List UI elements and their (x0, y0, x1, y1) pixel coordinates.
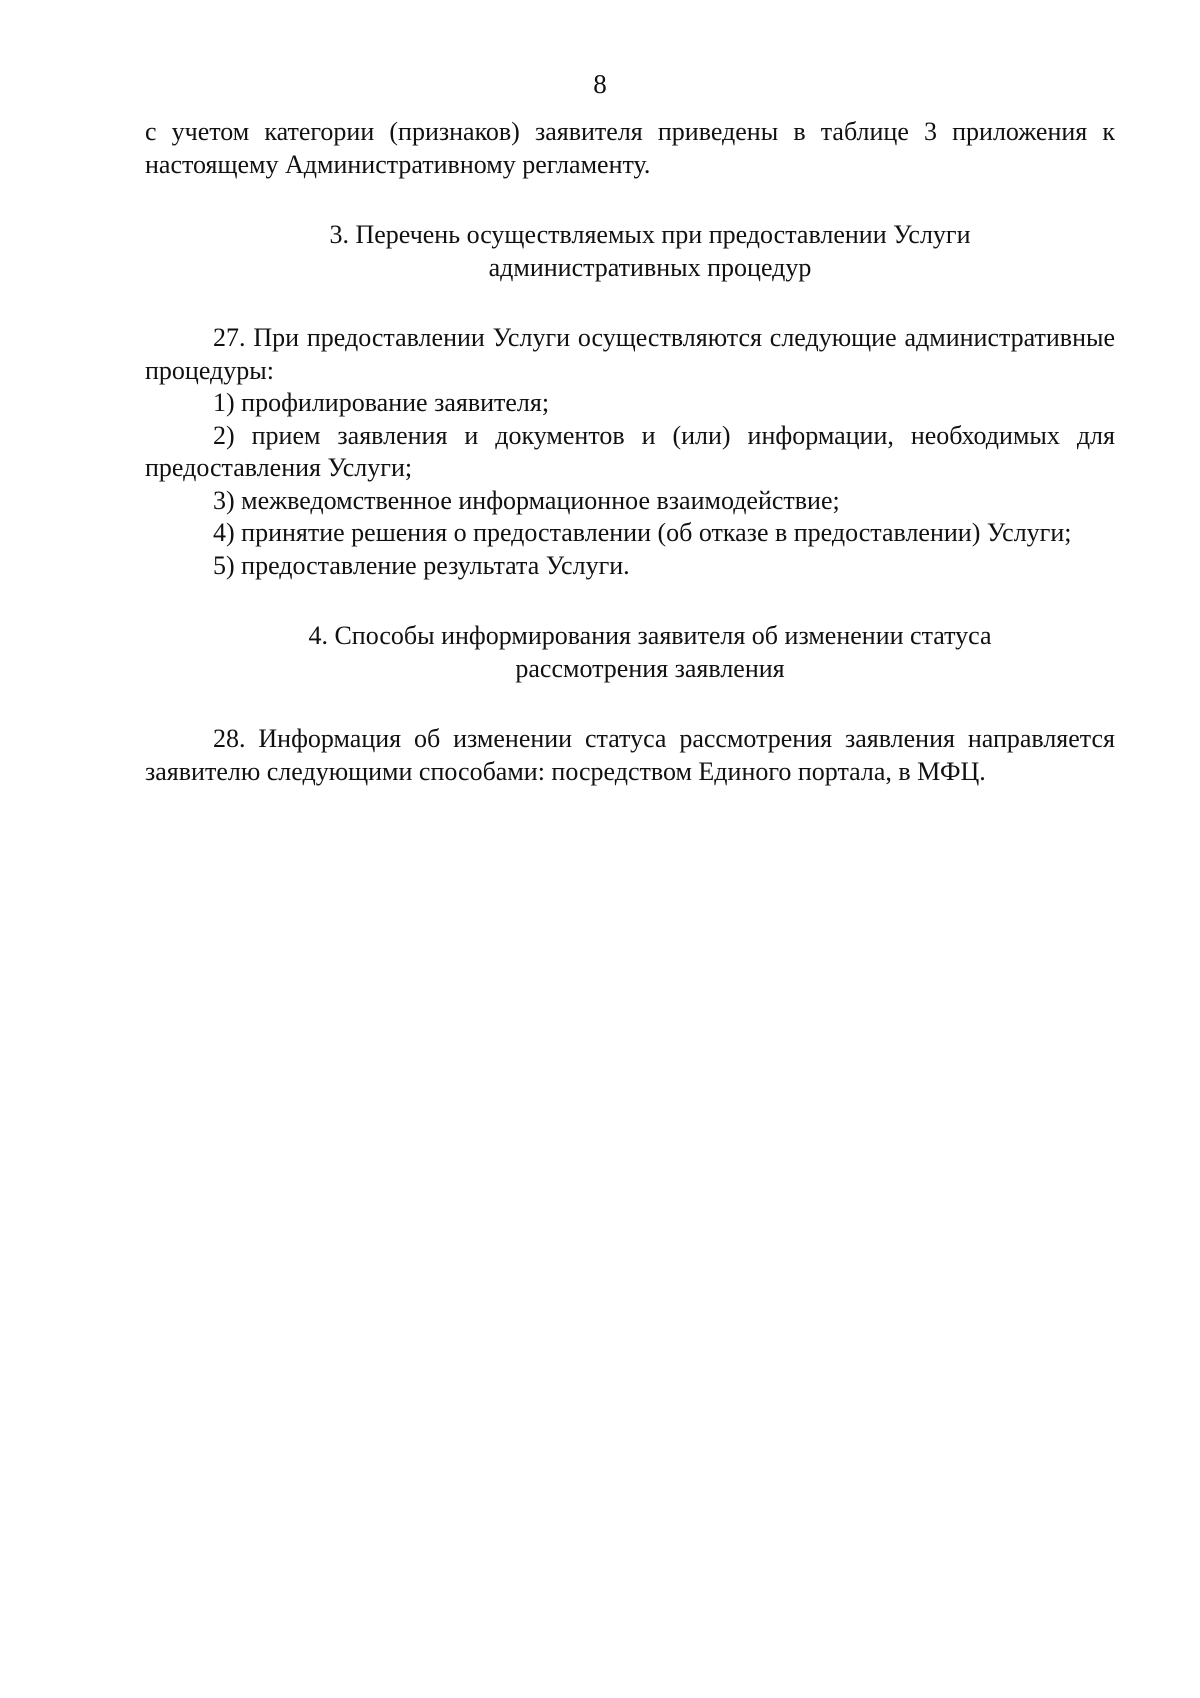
list-item-5: 5) предоставление результата Услуги. (213, 550, 630, 580)
list-item-1: 1) профилирование заявителя; (213, 388, 550, 417)
list-item-2: 2) прием заявления и документов и (или) информации, необходимых для предоставления Услуги; (145, 420, 1115, 482)
list-item-4: 4) принятие решения о предоставлении (об отказе в предоставлении) Услуги; (213, 518, 1072, 547)
section-3-heading-line-1: 3. Перечень осуществляемых при предоставлении Услуги (329, 220, 971, 249)
list-item-3: 3) межведомственное информационное взаимодействие; (213, 485, 840, 515)
intro-paragraph: с учетом категории (признаков) заявителя приведены в таблице 3 приложения к настоящему Административному регламенту. (145, 117, 1115, 179)
section-4-heading-line-1: 4. Способы информирования заявителя об изменении статуса (308, 621, 992, 650)
section-3-heading (145, 219, 1115, 284)
paragraph-28: 28. Информация об изменении статуса рассмотрения заявления направляется заявителю следующими способами: посредством Единого портала, в МФЦ. (145, 724, 1115, 786)
section-4-heading-line-2: рассмотрения заявления (515, 653, 785, 683)
page-number: 8 (593, 69, 607, 99)
section-4-heading (145, 620, 1115, 685)
paragraph-27: 27. При предоставлении Услуги осуществляются следующие административные процедуры: (145, 323, 1115, 385)
section-3-heading-line-2: административных процедур (488, 252, 812, 282)
document-body (145, 116, 1115, 788)
